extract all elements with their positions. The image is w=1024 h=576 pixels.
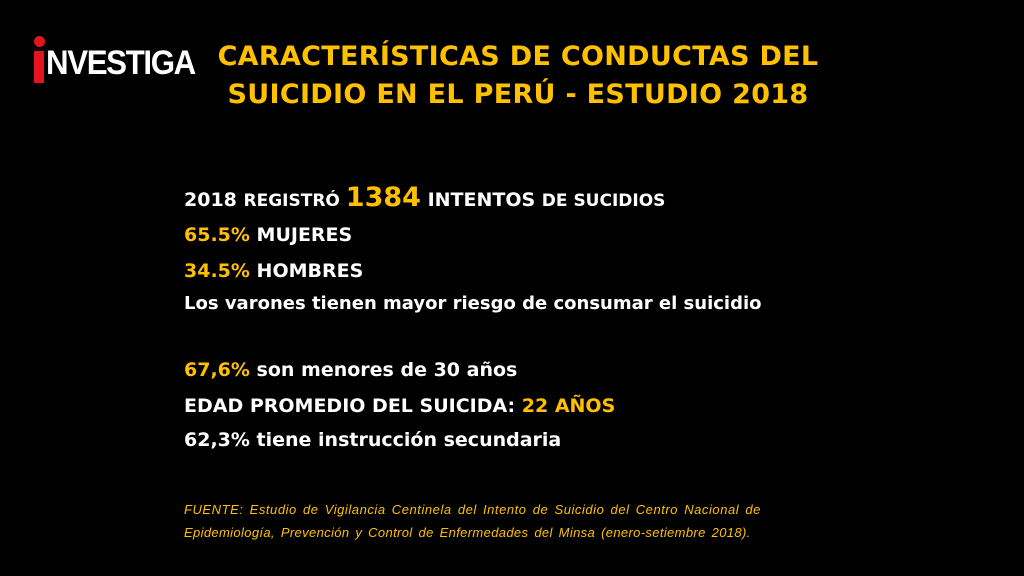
stat-attempts-label: INTENTOS (420, 189, 542, 211)
stat-attempts (184, 182, 666, 213)
stat-average-age-label: EDAD PROMEDIO DEL SUICIDA: (184, 395, 522, 417)
stat-attempts-suffix: DE SUCIDIOS (541, 191, 666, 211)
page-title (198, 38, 838, 114)
source-line-1: FUENTE: Estudio de Vigilancia Centinela del Intento de Suicidio del Centro Nacional de (184, 502, 761, 517)
stat-average-age-value: 22 AÑOS (521, 395, 616, 417)
stat-men-pct: 34.5% (184, 260, 250, 282)
stat-women-label: MUJERES (249, 224, 353, 246)
stat-attempts-number: 1384 (345, 182, 421, 213)
stat-average-age (184, 394, 615, 418)
stat-under-30-label: son menores de 30 años (249, 359, 518, 381)
source-line-2: Epidemiología, Prevención y Control de Enfermedades del Minsa (enero-setiembre 2018). (184, 525, 751, 540)
stat-men-label: HOMBRES (249, 260, 364, 282)
title-line-1: CARACTERÍSTICAS DE CONDUCTAS DEL (217, 41, 819, 72)
stat-education (184, 428, 561, 452)
title-line-2: SUICIDIO EN EL PERÚ - ESTUDIO 2018 (227, 79, 809, 110)
logo-i-bar-icon (34, 51, 44, 83)
investiga-logo (32, 36, 195, 88)
stat-risk-note: Los varones tienen mayor riesgo de consumar el suicidio (184, 293, 762, 314)
source-note (184, 498, 824, 544)
stat-women (184, 223, 352, 247)
stat-women-pct: 65.5% (184, 224, 250, 246)
stat-education-pct: 62,3% (184, 429, 250, 451)
logo-dot-icon (34, 36, 45, 47)
stat-under-30 (184, 358, 517, 382)
stat-under-30-pct: 67,6% (184, 359, 250, 381)
stat-attempts-year: 2018 (184, 189, 244, 211)
stat-attempts-registered: REGISTRÓ (243, 191, 346, 211)
logo-text: NVESTIGA (46, 44, 195, 82)
stat-men (184, 259, 363, 283)
stat-education-label: tiene instrucción secundaria (249, 429, 562, 451)
